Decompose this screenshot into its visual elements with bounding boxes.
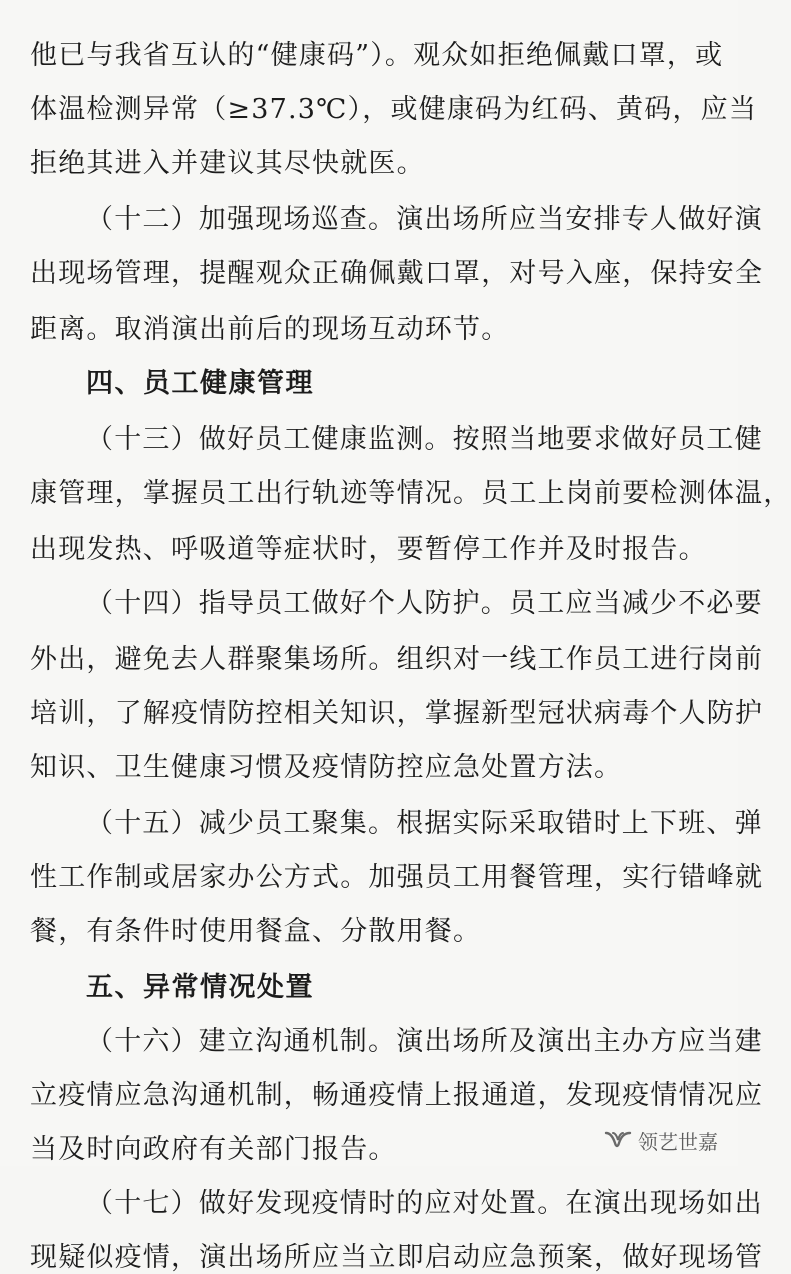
text-line: （十二）加强现场巡查。演出场所应当安排专人做好演: [86, 204, 763, 235]
text-line: 现疑似疫情，演出场所应当立即启动应急预案，做好现场管: [30, 1242, 764, 1273]
watermark-text: 领艺世嘉: [638, 1129, 718, 1154]
text-line: （十四）指导员工做好个人防护。员工应当减少不必要: [86, 588, 763, 619]
text-line: （十五）减少员工聚集。根据实际采取错时上下班、弹: [86, 808, 763, 839]
text-line: 餐，有条件时使用餐盒、分散用餐。: [30, 916, 482, 947]
text-line: 距离。取消演出前后的现场互动环节。: [30, 314, 510, 345]
text-line: 拒绝其进入并建议其尽快就医。: [30, 148, 425, 179]
text-line: 当及时向政府有关部门报告。: [30, 1134, 397, 1165]
text-line: 他已与我省互认的“健康码”）。观众如拒绝佩戴口罩，或: [30, 40, 724, 71]
text-line: 康管理，掌握员工出行轨迹等情况。员工上岗前要检测体温，: [30, 478, 791, 509]
text-line: 体温检测异常（≥37.3℃），或健康码为红码、黄码，应当: [30, 94, 758, 125]
section-heading: 四、员工健康管理: [86, 368, 314, 399]
text-line: 出现场管理，提醒观众正确佩戴口罩，对号入座，保持安全: [30, 258, 764, 289]
text-line: （十七）做好发现疫情时的应对处置。在演出现场如出: [86, 1188, 763, 1219]
wechat-channel-icon: [604, 1129, 632, 1151]
text-line: 立疫情应急沟通机制，畅通疫情上报通道，发现疫情情况应: [30, 1080, 764, 1111]
text-line: 外出，避免去人群聚集场所。组织对一线工作员工进行岗前: [30, 644, 764, 675]
text-line: 性工作制或居家办公方式。加强员工用餐管理，实行错峰就: [30, 862, 764, 893]
section-heading: 五、异常情况处置: [86, 972, 314, 1003]
text-line: 知识、卫生健康习惯及疫情防控应急处置方法。: [30, 752, 623, 783]
watermark: [604, 1124, 718, 1156]
text-line: （十三）做好员工健康监测。按照当地要求做好员工健: [86, 424, 763, 455]
text-line: （十六）建立沟通机制。演出场所及演出主办方应当建: [86, 1026, 763, 1057]
text-line: 培训，了解疫情防控相关知识，掌握新型冠状病毒个人防护: [30, 698, 764, 729]
text-line: 出现发热、呼吸道等症状时，要暂停工作并及时报告。: [30, 534, 707, 565]
